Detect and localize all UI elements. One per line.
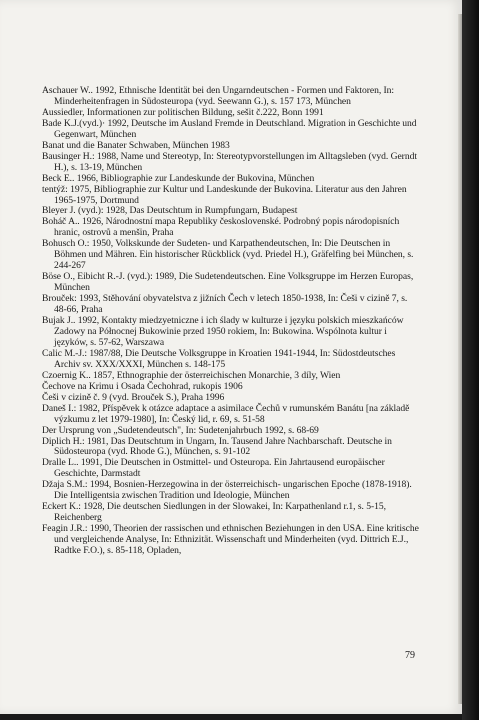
bibliography-entry: Diplich H.: 1981, Das Deutschtum in Ungarn, In. Tausend Jahre Nachbarschaft. Deutsche in Südosteuropa (vyd. Rhode G.), München, s. 91-102 (42, 435, 392, 458)
bibliography-entry: Bleyer J. (vyd.): 1928, Das Deutschtum in Rumpfungarn, Budapest (42, 205, 298, 217)
bibliography-entry: Češi v cizině č. 9 (vyd. Brouček S.), Praha 1996 (42, 391, 225, 403)
bibliography-entry: Czoernig K.. 1857, Ethnographie der österreichischen Monarchie, 3 díly, Wien (42, 369, 341, 381)
bibliography-entry: tentýž: 1975, Bibliographie zur Kultur und Landeskunde der Bukovina. Literatur aus den Jahren 1965-1975, Dortmund (42, 183, 407, 206)
bibliography-entry: Boháč A.. 1926, Národnostní mapa Republiky československé. Podrobný popis národopisních hranic, ostrovů a menšin, Praha (42, 216, 400, 239)
bibliography-entry: Bohusch O.: 1950, Volkskunde der Sudeten- und Karpathendeutschen, In: Die Deutschen in Böhmen und Mähren. Ein historischer Rückblick (vyd. Priedel H.), Gräfelfing bei München, s. 244-267 (42, 238, 414, 272)
bibliography-entry: Bade K.J.(vyd.)· 1992, Deutsche im Ausland Fremde in Deutschland. Migration in Geschichte und Gegenwart, München (42, 117, 417, 140)
page-number: 79 (405, 650, 415, 661)
bibliography-entry: Aschauer W.. 1992, Ethnische Identität bei den Ungarndeutschen - Formen und Faktoren, In: Minderheitenfragen in Südosteuropa (vyd. Seewann G.), s. 157 173, München (42, 85, 395, 107)
bibliography-entry: Feagin J.R.: 1990, Theorien der rassischen und ethnischen Beziehungen in den USA. Eine kritische und vergleichende Analyse, In: Ethnizität. Wissenschaft und Minderheiten (vyd. Dittrich E.J., Radtke F.O.), s. 85-118, Opladen, (42, 523, 419, 557)
bibliography-entry: Aussiedler, Informationen zur politischen Bildung, sešit č.222, Bonn 1991 (42, 106, 324, 118)
bibliography-entry: Eckert K.: 1928, Die deutschen Siedlungen in der Slowakei, In: Karpathenland r.1, s. 5-15, Reichenberg (42, 501, 386, 524)
bibliography-entry: Brouček: 1993, Stěhování obyvatelstva z jižních Čech v letech 1850-1938, In: Češi v cizině 7, s. 48-66, Praha (42, 293, 408, 316)
bibliography-entry: Daneš I.: 1982, Příspěvek k otázce adaptace a asimilace Čechů v rumunském Banátu [na základě výzkumu z let 1979-1980], In: Český lid, r. 69, s. 51-58 (42, 402, 410, 425)
bibliography-entry: Džaja S.M.: 1994, Bosnien-Herzegowina in der österreichisch- ungarischen Epoche (1878-1918). Die Intelligentsia zwischen Tradition und Ideologie, München (42, 479, 412, 502)
bibliography-entry: Dralle L.. 1991, Die Deutschen in Ostmittel- und Osteuropa. Ein Jahrtausend europäischer Geschichte, Darmstadt (42, 457, 385, 480)
book-spine-shadow (462, 0, 479, 720)
bibliography-entry: Calic M.-J.: 1987/88, Die Deutsche Volksgruppe in Kroatien 1941-1944, In: Südostdeutsches Archiv sv. XXX/XXXI, München s. 148-175 (42, 347, 396, 370)
bibliography-entry: Čechove na Krimu i Osada Čechohrad, rukopis 1906 (42, 380, 243, 392)
bibliography-entry: Bujak J.. 1992, Kontakty miedzyetniczne i ich ślady w kulturze i języku polskich mieszkańców Zadowy na Północnej Bukowinie przed 1950 rokiem, In: Bukowina. Wspólnota kultur i języków, s. 57-62, Warszawa (42, 315, 404, 348)
bibliography-entry: Banat und die Banater Schwaben, München 1983 (42, 139, 230, 151)
bibliography-entry: Der Ursprung von „Sudetendeutsch", In: Sudetenjahrbuch 1992, s. 68-69 (42, 424, 319, 436)
bibliography-entry: Bausinger H.: 1988, Name und Stereotyp, In: Stereotypvorstellungen im Alltagsleben (vyd. Gerndt H.), s. 13-19, München (42, 150, 417, 173)
bibliography-entry: Böse O., Eibicht R.-J. (vyd.): 1989, Die Sudetendeutschen. Eine Volksgruppe im Herzen Europas, München (42, 271, 414, 294)
bibliography-list (42, 86, 422, 557)
bibliography-entry: Beck E.. 1966, Bibliographie zur Landeskunde der Bukovina, München (42, 172, 315, 184)
